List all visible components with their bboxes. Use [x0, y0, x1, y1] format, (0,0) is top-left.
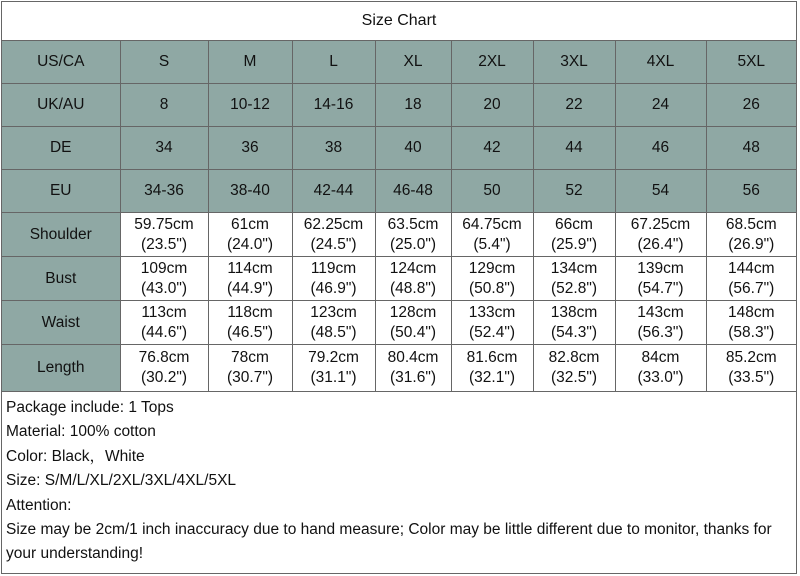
size-cell: 14-16 [292, 84, 375, 127]
inch-value: (46.9") [310, 279, 357, 297]
inch-value: (31.1") [310, 369, 357, 386]
size-cell: 26 [706, 84, 796, 127]
measurement-cell [208, 213, 292, 257]
inch-value: (52.8") [551, 279, 597, 297]
inch-value: (50.4") [390, 323, 436, 341]
size-table [2, 41, 796, 392]
measurement-cell [533, 257, 615, 301]
inch-value: (48.8") [390, 279, 436, 297]
measurement-cell [451, 301, 533, 345]
inch-value: (5.4") [473, 235, 511, 253]
inch-value: (30.2") [141, 369, 187, 386]
cm-value: 76.8cm [138, 349, 190, 366]
row-label: UK/AU [2, 84, 120, 127]
measurement-cell [292, 213, 375, 257]
size-cell: 46-48 [375, 170, 451, 213]
inch-value: (44.9") [227, 279, 273, 297]
cm-value: 79.2cm [308, 349, 359, 366]
measurement-cell [292, 257, 375, 301]
measurement-cell [533, 301, 615, 345]
measurement-cell [706, 213, 796, 257]
row-label: Waist [2, 301, 120, 345]
row-label: Bust [2, 257, 120, 301]
cm-value: 134cm [550, 259, 598, 277]
product-notes [2, 392, 796, 567]
inch-value: (58.3") [728, 323, 775, 341]
measurement-cell [451, 345, 533, 392]
size-cell: 42-44 [292, 170, 375, 213]
cm-value: 59.75cm [134, 215, 194, 233]
cm-value: 113cm [141, 303, 187, 321]
cm-value: 68.5cm [725, 215, 777, 233]
measurement-cell [208, 345, 292, 392]
size-cell: M [208, 41, 292, 84]
inch-value: (48.5") [310, 323, 357, 341]
size-row [2, 170, 796, 213]
cm-value: 78cm [231, 349, 269, 366]
measurement-cell [208, 301, 292, 345]
row-label: EU [2, 170, 120, 213]
measurement-cell [706, 257, 796, 301]
cm-value: 128cm [389, 303, 437, 321]
cm-value: 114cm [227, 259, 273, 277]
attention-label: Attention: [6, 496, 72, 514]
size-cell: 20 [451, 84, 533, 127]
measurement-cell [292, 345, 375, 392]
size-cell: 34 [120, 127, 208, 170]
inch-value: (46.5") [227, 323, 273, 341]
size-cell: 22 [533, 84, 615, 127]
package-note: Package include: 1 Tops [6, 399, 174, 416]
cm-value: 61cm [231, 215, 269, 233]
measurement-cell [292, 301, 375, 345]
cm-value: 62.25cm [303, 215, 364, 233]
inch-value: (52.4") [469, 323, 515, 341]
measurement-cell [615, 213, 706, 257]
size-cell: 4XL [615, 41, 706, 84]
inch-value: (30.7") [227, 369, 273, 386]
size-cell: 42 [451, 127, 533, 170]
size-cell: 52 [533, 170, 615, 213]
cm-value: 124cm [389, 259, 437, 277]
size-cell: S [120, 41, 208, 84]
chart-title: Size Chart [2, 2, 796, 41]
cm-value: 82.8cm [548, 349, 600, 366]
cm-value: 84cm [641, 349, 680, 366]
size-cell: 46 [615, 127, 706, 170]
size-cell: 5XL [706, 41, 796, 84]
measurement-cell [706, 345, 796, 392]
measurement-cell [375, 257, 451, 301]
size-cell: 38-40 [208, 170, 292, 213]
measurement-cell [615, 257, 706, 301]
row-label: Shoulder [2, 213, 120, 257]
inch-value: (32.1") [469, 369, 515, 386]
size-cell: XL [375, 41, 451, 84]
cm-value: 144cm [727, 259, 775, 277]
cm-value: 143cm [637, 303, 684, 321]
cm-value: 118cm [227, 303, 273, 321]
size-cell: 56 [706, 170, 796, 213]
measurement-cell [120, 301, 208, 345]
cm-value: 148cm [727, 303, 775, 321]
row-label: DE [2, 127, 120, 170]
cm-value: 67.25cm [630, 215, 691, 233]
cm-value: 109cm [140, 259, 188, 277]
size-cell: 3XL [533, 41, 615, 84]
size-chart [1, 1, 797, 574]
inch-value: (32.5") [551, 369, 597, 386]
cm-value: 129cm [468, 259, 516, 277]
inch-value: (31.6") [390, 369, 436, 386]
size-cell: 10-12 [208, 84, 292, 127]
inch-value: (23.5") [141, 235, 187, 253]
measurement-cell [208, 257, 292, 301]
size-cell: 54 [615, 170, 706, 213]
cm-value: 85.2cm [725, 349, 777, 366]
inch-value: (43.0") [141, 279, 187, 297]
inch-value: (44.6") [141, 323, 187, 341]
measurement-row [2, 257, 796, 301]
cm-value: 139cm [637, 259, 684, 277]
color-note: Color: Black，White [6, 447, 145, 465]
cm-value: 133cm [468, 303, 516, 321]
cm-value: 66cm [555, 215, 593, 233]
size-cell: 48 [706, 127, 796, 170]
cm-value: 64.75cm [462, 215, 522, 233]
size-cell: 50 [451, 170, 533, 213]
disclaimer-note: Size may be 2cm/1 inch inaccuracy due to hand measure; Color may be little different due to monitor, thanks for your understanding! [6, 521, 772, 563]
measurement-cell [706, 301, 796, 345]
measurement-cell [120, 345, 208, 392]
size-cell: 34-36 [120, 170, 208, 213]
cm-value: 119cm [310, 259, 357, 277]
size-cell: 40 [375, 127, 451, 170]
inch-value: (56.7") [728, 279, 775, 297]
inch-value: (54.3") [551, 323, 597, 341]
size-cell: 24 [615, 84, 706, 127]
measurement-cell [120, 257, 208, 301]
row-label: Length [2, 345, 120, 392]
size-row [2, 127, 796, 170]
size-cell: 8 [120, 84, 208, 127]
size-note: Size: S/M/L/XL/2XL/3XL/4XL/5XL [6, 472, 237, 490]
measurement-cell [375, 301, 451, 345]
measurement-cell [451, 257, 533, 301]
cm-value: 80.4cm [387, 349, 439, 366]
measurement-cell [451, 213, 533, 257]
size-row [2, 84, 796, 127]
inch-value: (25.0") [390, 235, 436, 253]
inch-value: (33.5") [728, 369, 775, 386]
measurement-cell [375, 345, 451, 392]
cm-value: 63.5cm [387, 215, 439, 233]
inch-value: (24.5") [310, 235, 357, 253]
measurement-cell [615, 345, 706, 392]
inch-value: (26.9") [728, 235, 775, 253]
size-cell: 38 [292, 127, 375, 170]
size-cell: 18 [375, 84, 451, 127]
size-cell: 44 [533, 127, 615, 170]
inch-value: (24.0") [227, 235, 273, 253]
measurement-cell [533, 345, 615, 392]
inch-value: (25.9") [551, 235, 597, 253]
cm-value: 123cm [310, 303, 357, 321]
measurement-row [2, 213, 796, 257]
cm-value: 81.6cm [466, 349, 518, 366]
inch-value: (56.3") [637, 323, 684, 341]
row-label: US/CA [2, 41, 120, 84]
measurement-row [2, 301, 796, 345]
size-cell: 36 [208, 127, 292, 170]
measurement-row [2, 345, 796, 392]
inch-value: (54.7") [637, 279, 684, 297]
size-cell: 2XL [451, 41, 533, 84]
size-row [2, 41, 796, 84]
material-note: Material: 100% cotton [6, 423, 156, 441]
size-cell: L [292, 41, 375, 84]
inch-value: (50.8") [469, 279, 515, 297]
measurement-cell [615, 301, 706, 345]
measurement-cell [533, 213, 615, 257]
inch-value: (26.4") [637, 235, 684, 253]
cm-value: 138cm [550, 303, 598, 321]
inch-value: (33.0") [637, 369, 684, 386]
measurement-cell [375, 213, 451, 257]
measurement-cell [120, 213, 208, 257]
